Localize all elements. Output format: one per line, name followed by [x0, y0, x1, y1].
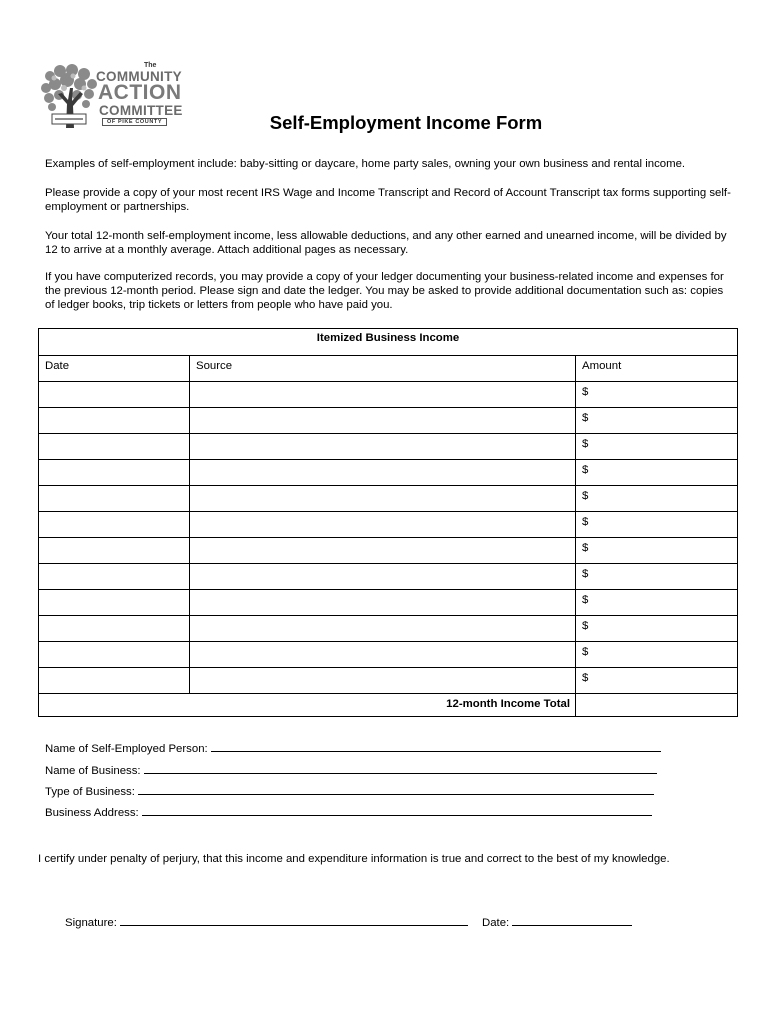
business-address-label: Business Address: — [45, 807, 139, 819]
amount-cell[interactable]: $ — [582, 620, 589, 632]
table-row — [39, 616, 737, 642]
column-header-date: Date — [39, 356, 190, 381]
business-address-line[interactable] — [142, 804, 652, 816]
amount-cell[interactable]: $ — [582, 672, 589, 684]
date-cell[interactable] — [39, 590, 190, 615]
table-heading: Itemized Business Income — [39, 329, 737, 356]
source-cell[interactable] — [190, 382, 576, 407]
amount-cell[interactable]: $ — [582, 412, 589, 424]
signature-line[interactable] — [120, 914, 468, 926]
date-cell[interactable] — [39, 538, 190, 563]
amount-cell[interactable]: $ — [582, 516, 589, 528]
table-row — [39, 642, 737, 668]
table-row — [39, 590, 737, 616]
logo-text-community: COMMUNITY — [96, 69, 182, 84]
logo-text-action: ACTION — [98, 81, 182, 104]
signature-label: Signature: — [65, 917, 117, 929]
table-row — [39, 668, 737, 694]
signature-field — [65, 914, 468, 929]
table-row — [39, 460, 737, 486]
paragraph-computerized-records: If you have computerized records, you may provide a copy of your ledger documenting your business-related income and expenses for the previous 12-month period. Please sign and date the ledger. You may be asked to provide additional documentation such as: copies of ledger books, trip tickets or letters from people who have paid you. — [45, 271, 724, 311]
date-cell[interactable] — [39, 408, 190, 433]
business-type-line[interactable] — [138, 783, 654, 795]
logo-text-the: The — [144, 62, 157, 69]
table-header-row — [39, 356, 737, 382]
column-header-amount: Amount — [582, 360, 622, 372]
business-name-field — [45, 762, 657, 777]
date-cell[interactable] — [39, 486, 190, 511]
income-total-cell[interactable] — [576, 694, 738, 717]
business-type-label: Type of Business: — [45, 786, 135, 798]
business-name-label: Name of Business: — [45, 765, 141, 777]
source-cell[interactable] — [190, 460, 576, 485]
self-employed-person-field — [45, 740, 661, 755]
logo-text-county: OF PIKE COUNTY — [102, 118, 167, 126]
date-cell[interactable] — [39, 564, 190, 589]
amount-cell[interactable]: $ — [582, 438, 589, 450]
source-cell[interactable] — [190, 668, 576, 693]
table-row — [39, 512, 737, 538]
business-address-field — [45, 804, 652, 819]
date-cell[interactable] — [39, 460, 190, 485]
source-cell[interactable] — [190, 590, 576, 615]
page-title: Self-Employment Income Form — [269, 112, 543, 133]
certification-statement: I certify under penalty of perjury, that this income and expenditure information is true and correct to the best of my knowledge. — [38, 853, 670, 865]
table-row — [39, 408, 737, 434]
date-label: Date: — [482, 917, 510, 929]
source-cell[interactable] — [190, 434, 576, 459]
total-row — [39, 694, 737, 717]
date-cell[interactable] — [39, 434, 190, 459]
self-employed-person-label: Name of Self-Employed Person: — [45, 743, 208, 755]
column-header-source: Source — [190, 356, 576, 381]
self-employed-person-line[interactable] — [211, 740, 661, 752]
income-total-label: 12-month Income Total — [39, 694, 576, 717]
date-cell[interactable] — [39, 382, 190, 407]
paragraph-examples: Examples of self-employment include: baby-sitting or daycare, home party sales, owning your own business and rental income. — [45, 158, 686, 170]
date-cell[interactable] — [39, 512, 190, 537]
logo-text-committee: COMMITTEE — [99, 103, 183, 118]
amount-cell[interactable]: $ — [582, 464, 589, 476]
date-line[interactable] — [512, 914, 632, 926]
date-cell[interactable] — [39, 616, 190, 641]
business-type-field — [45, 783, 654, 798]
source-cell[interactable] — [190, 408, 576, 433]
business-name-line[interactable] — [144, 762, 657, 774]
amount-cell[interactable]: $ — [582, 646, 589, 658]
amount-cell[interactable]: $ — [582, 594, 589, 606]
amount-cell[interactable]: $ — [582, 542, 589, 554]
source-cell[interactable] — [190, 486, 576, 511]
amount-cell[interactable]: $ — [582, 386, 589, 398]
source-cell[interactable] — [190, 564, 576, 589]
source-cell[interactable] — [190, 642, 576, 667]
table-row — [39, 382, 737, 408]
date-cell[interactable] — [39, 642, 190, 667]
table-row — [39, 434, 737, 460]
source-cell[interactable] — [190, 538, 576, 563]
amount-cell[interactable]: $ — [582, 568, 589, 580]
source-cell[interactable] — [190, 616, 576, 641]
table-row — [39, 486, 737, 512]
paragraph-income-average: Your total 12-month self-employment income, less allowable deductions, and any other earned and unearned income, will be divided by 12 to arrive at a monthly average. Attach additional pages as necessary. — [45, 230, 727, 256]
table-row — [39, 538, 737, 564]
paragraph-irs-transcript: Please provide a copy of your most recent IRS Wage and Income Transcript and Record of Account Transcript tax forms supporting self-employment or partnerships. — [45, 187, 731, 213]
date-field — [482, 914, 632, 929]
table-row — [39, 564, 737, 590]
date-cell[interactable] — [39, 668, 190, 693]
source-cell[interactable] — [190, 512, 576, 537]
amount-cell[interactable]: $ — [582, 490, 589, 502]
itemized-income-table — [38, 328, 738, 717]
